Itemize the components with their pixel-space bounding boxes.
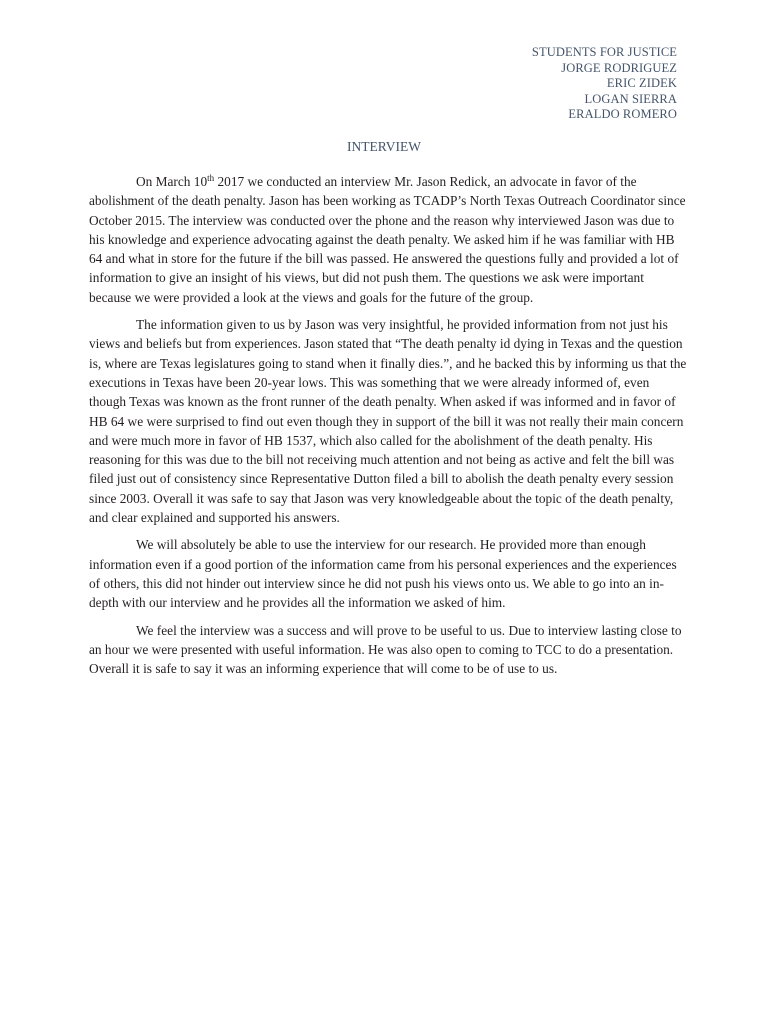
header-organization: STUDENTS FOR JUSTICE	[531, 45, 677, 59]
paragraph-2: The information given to us by Jason was very insightful, he provided information from not just his views and beliefs but from experiences. Jason stated that “The death penalty id dying in Texas and the question is, where are Texas legislatures going to stand when it finally dies.”, and he backed this by informing us that the executions in Texas have been 20-year lows. This was something that we were already informed of, even though Texas was known as the front runner of the death penalty. When asked if was informed and in favor of HB 64 we were surprised to find out even though they in support of the bill it was not really their main concern and were much more in favor of HB 1537, which also called for the abolishment of the death penalty. His reasoning for this was due to the bill not receiving much attention and not being as active and felt the bill was filed just out of consistency since Representative Dutton filed a bill to abolish the death penalty every session since 2003. Overall it was safe to say that Jason was very knowledgeable about the topic of the death penalty, and clear explained and supported his answers.	[89, 317, 687, 526]
header-author: LOGAN SIERRA	[584, 91, 677, 106]
paragraph-4: We feel the interview was a success and will prove to be useful to us. Due to interview lasting close to an hour we were presented with useful information. He was also open to coming to TCC to do a presentation. Overall it is safe to say it was an informing experience that will come to be of use to us.	[89, 622, 682, 677]
paragraph-1	[89, 172, 689, 307]
header-author: ERALDO ROMERO	[568, 107, 677, 121]
document-body	[89, 172, 689, 686]
author-header	[532, 45, 677, 123]
header-author: JORGE RODRIGUEZ	[561, 60, 677, 75]
document-title: INTERVIEW	[347, 139, 421, 154]
paragraph-1-rest: 2017 we conducted an interview Mr. Jason Redick, an advocate in favor of the abolishment of the death penalty. Jason has been working as TCADP’s North Texas Outreach Coordinator since October 2015. The interview was conducted over the phone and the reason why interviewed Jason was due to his knowledge and experience advocating against the death penalty. We asked him if he was familiar with HB 64 and what in store for the future if the bill was passed. He answered the questions fully and provided a lot of information to give an insight of his views, but did not push them. The questions we ask were important because we were provided a look at the views and goals for the future of the group.	[89, 174, 686, 305]
paragraph-3: We will absolutely be able to use the interview for our research. He provided more than enough information even if a good portion of the information came from his personal experiences and the experiences of others, this did not hinder out interview since he did not push his views onto us. We able to go into an in-depth with our interview and he provides all the information we asked of him.	[89, 537, 677, 611]
ordinal-suffix: th	[207, 173, 215, 183]
header-author: ERIC ZIDEK	[606, 76, 677, 90]
paragraph-1-start: On March 10	[136, 174, 208, 189]
